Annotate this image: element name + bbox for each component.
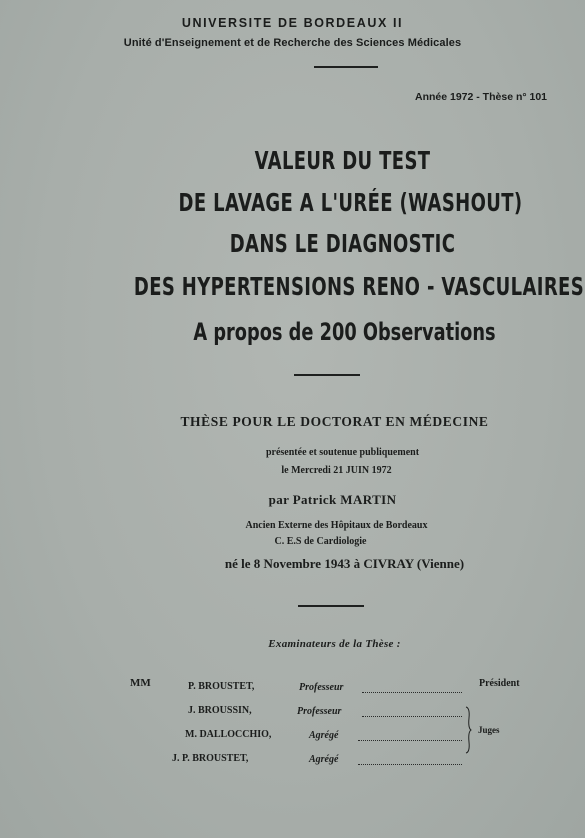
dotted-leader [362, 716, 462, 717]
presented-line: présentée et soutenue publiquement [265, 447, 420, 458]
examiners-title: Examinateurs de la Thèse : [268, 638, 401, 650]
examiner-name: J. BROUSSIN, [188, 705, 252, 716]
birth-line: né le 8 Novembre 1943 à CIVRAY (Vienne) [224, 556, 465, 571]
examiner-name: J. P. BROUSTET, [172, 753, 249, 764]
president-label: Président [479, 678, 520, 689]
title-line-2: DE LAVAGE A L'URÉE (WASHOUT) [178, 188, 523, 217]
title-line-3: DANS LE DIAGNOSTIC [229, 229, 456, 258]
examiner-role: Professeur [299, 682, 344, 693]
examiner-name: M. DALLOCCHIO, [185, 729, 272, 740]
year-thesis-number: Année 1972 - Thèse n° 101 [414, 91, 547, 103]
examiner-role: Professeur [297, 706, 342, 717]
examiner-name: P. BROUSTET, [188, 681, 255, 692]
examiner-role: Agrégé [309, 754, 339, 765]
divider-lower [298, 605, 364, 607]
dotted-leader [358, 764, 462, 765]
dotted-leader [358, 740, 462, 741]
title-subtitle: A propos de 200 Observations [193, 318, 496, 346]
juges-label: Juges [478, 725, 500, 735]
title-line-1: VALEUR DU TEST [254, 146, 431, 175]
title-line-4: DES HYPERTENSIONS RENO - VASCULAIRES [133, 272, 585, 301]
university-name: UNIVERSITE DE BORDEAUX II [181, 16, 404, 30]
divider-middle [294, 374, 360, 376]
author-position-1: Ancien Externe des Hôpitaux de Bordeaux [245, 520, 428, 531]
unit-name: Unité d'Enseignement et de Recherche des Sciences Médicales [123, 37, 462, 49]
juges-brace-icon [464, 706, 472, 754]
author-position-2: C. E.S de Cardiologie [274, 536, 367, 547]
divider-top [314, 66, 378, 68]
defense-date: le Mercredi 21 JUIN 1972 [281, 465, 392, 476]
thesis-kind: THÈSE POUR LE DOCTORAT EN MÉDECINE [180, 414, 489, 429]
examiner-role: Agrégé [309, 730, 339, 741]
mm-label: MM [130, 677, 151, 689]
dotted-leader [362, 692, 462, 693]
author-line: par Patrick MARTIN [268, 492, 397, 507]
